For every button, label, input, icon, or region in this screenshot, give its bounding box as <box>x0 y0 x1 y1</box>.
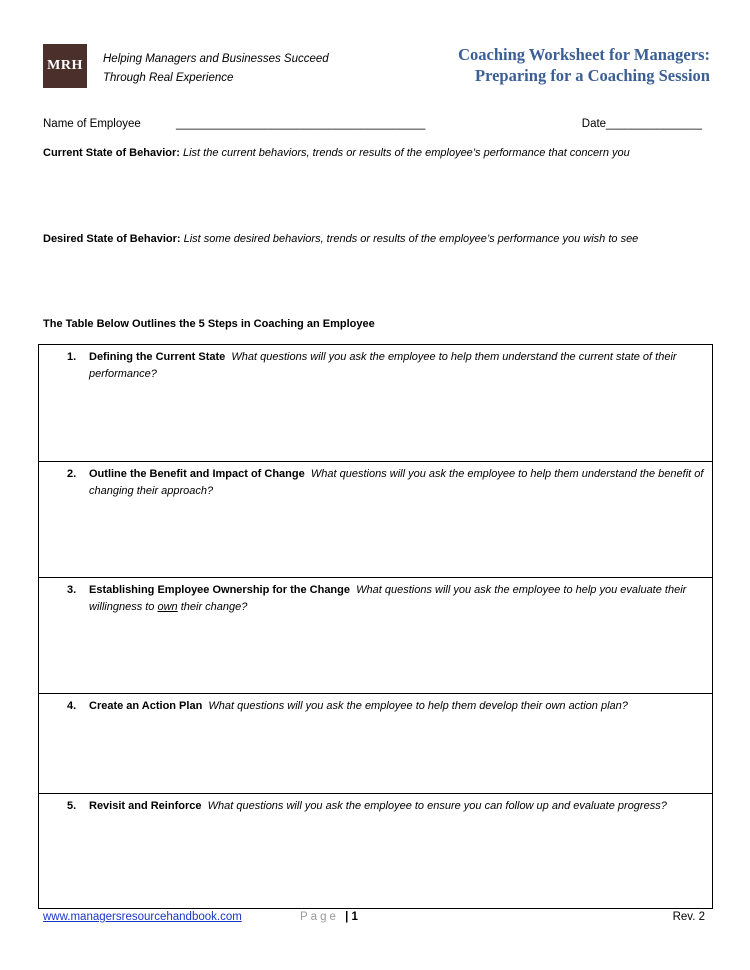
step-row-5[interactable] <box>39 794 712 908</box>
step-row-1[interactable] <box>39 345 712 462</box>
title-line1: Coaching Worksheet for Managers: <box>458 45 710 64</box>
question-part: What questions will you ask the employee to help you evaluate their willingness to <box>89 584 687 613</box>
current-state-prompt <box>43 147 630 159</box>
company-logo <box>43 44 87 88</box>
coaching-steps-table <box>38 344 713 909</box>
desired-state-instruction: List some desired behaviors, trends or results of the employee’s performance you wish to see <box>183 233 639 245</box>
step-row-4[interactable] <box>39 694 712 794</box>
revision-label: Rev. 2 <box>672 911 705 923</box>
title-line2: Preparing for a Coaching Session <box>475 66 710 85</box>
tagline-line2: Through Real Experience <box>103 72 234 84</box>
logo-text: MRH <box>47 58 83 73</box>
step-name: Establishing Employee Ownership for the Change <box>89 584 350 596</box>
website-link[interactable]: www.managersresourcehandbook.com <box>43 911 242 923</box>
step-name: Outline the Benefit and Impact of Change <box>89 468 305 480</box>
step-number: 1. <box>67 351 77 363</box>
step-question: What questions will you ask the employee to help them develop their own action plan? <box>208 700 628 712</box>
tagline-line1: Helping Managers and Businesses Succeed <box>103 53 329 65</box>
table-heading: The Table Below Outlines the 5 Steps in Coaching an Employee <box>43 318 375 330</box>
step-number: 4. <box>67 700 77 712</box>
current-state-label: Current State of Behavior: <box>43 147 180 159</box>
employee-date-row <box>43 118 702 130</box>
page-indicator: Page | 1 <box>300 911 358 923</box>
desired-state-label: Desired State of Behavior: <box>43 233 181 245</box>
step-number: 3. <box>67 584 77 596</box>
document-title <box>458 44 710 86</box>
page-footer <box>43 911 705 923</box>
step-number: 5. <box>67 800 77 812</box>
page-label: Page <box>300 911 339 923</box>
step-question: What questions will you ask the employee to help them understand the benefit of changing their approach? <box>89 468 704 497</box>
step-name: Revisit and Reinforce <box>89 800 202 812</box>
step-name: Create an Action Plan <box>89 700 203 712</box>
step-row-2[interactable] <box>39 462 712 578</box>
question-part: their change? <box>177 601 248 613</box>
date-blank[interactable]: Date_______________ <box>581 118 702 130</box>
step-number: 2. <box>67 468 77 480</box>
step-question: What questions will you ask the employee to help them understand the current state of their performance? <box>89 351 677 380</box>
step-name: Defining the Current State <box>89 351 226 363</box>
tagline <box>103 50 329 88</box>
current-state-instruction: List the current behaviors, trends or results of the employee’s performance that concern you <box>182 147 630 159</box>
question-emphasis: own <box>157 601 178 613</box>
step-question: What questions will you ask the employee to ensure you can follow up and evaluate progress? <box>207 800 667 812</box>
desired-state-prompt <box>43 233 638 245</box>
page-number: 1 <box>351 911 358 923</box>
employee-name-blank[interactable]: _______________________________________ <box>176 118 426 130</box>
employee-name-label: Name of Employee <box>43 118 141 130</box>
step-row-3[interactable] <box>39 578 712 694</box>
